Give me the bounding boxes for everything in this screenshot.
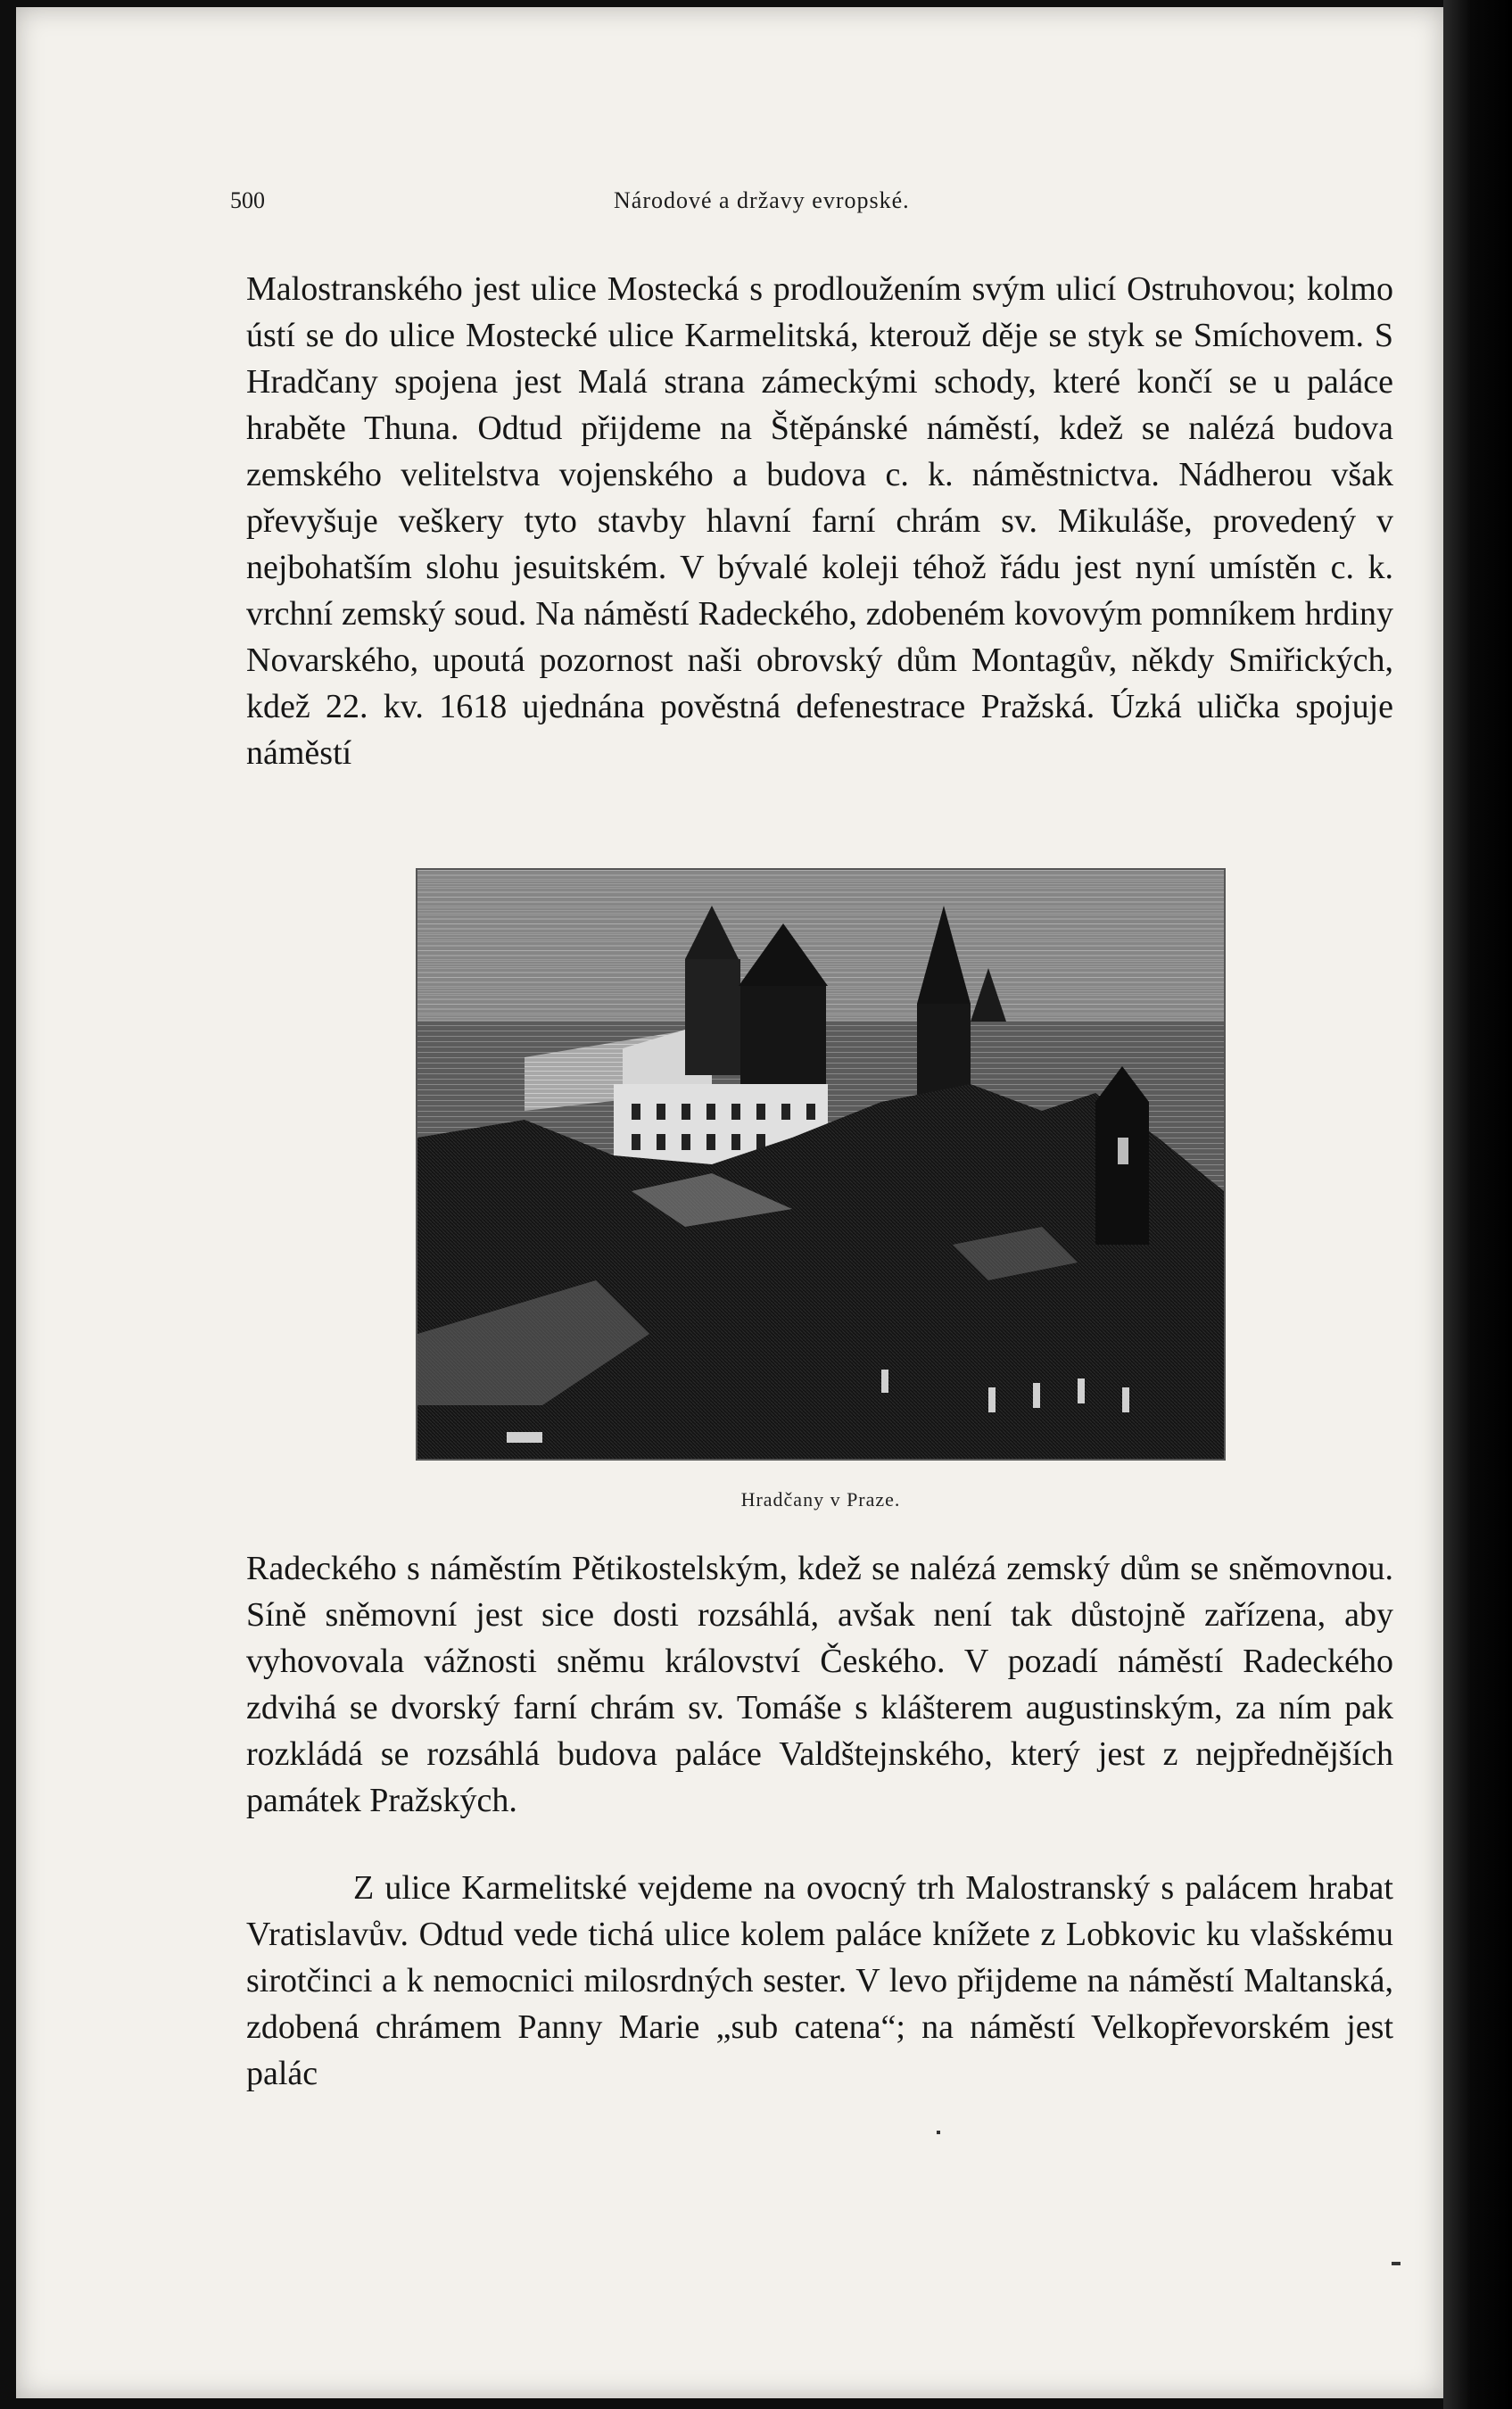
engraving-illustration: [417, 870, 1224, 1459]
page-header: [230, 187, 1390, 223]
paragraph-2: Radeckého s náměstím Pětikostelským, kdež se nalézá zemský dům se sněmovnou. Síně sněmovní jest sice dosti rozsáhlá, avšak není tak důstojně zařízena, aby vyhovovala vážnosti sněmu království Českého. V pozadí náměstí Radeckého zdvihá se dvorský farní chrám sv. Tomáše s klášterem augustinským, za ním pak rozkládá se rozsáhlá budova paláce Valdštejnského, který jest z nejpřednějších památek Pražských.: [246, 1550, 1393, 1819]
print-speck: [937, 2131, 940, 2134]
figure-caption: Hradčany v Praze.: [740, 1488, 901, 1511]
print-speck: [1392, 2262, 1400, 2265]
hradcany-engraving: [417, 870, 1224, 1459]
running-title: Národové a državy evropské.: [614, 187, 910, 213]
paragraph-3: Z ulice Karmelitské vejdeme na ovocný trh Malostranský s palácem hrabat Vratislavův. Odtud vede tichá ulice kolem paláce knížete z Lobkovic ku vlašskému sirotčinci a k nemocnici milosrdných sester. V levo přijdeme na náměstí Maltanská, zdobená chrámem Panny Marie „sub catena“; na náměstí Velkopřevorském jest palác: [246, 1869, 1393, 2092]
paragraph-1: Malostranského jest ulice Mostecká s prodloužením svým ulicí Ostruhovou; kolmo ústí se do ulice Mostecké ulice Karmelitská, kterouž děje se styk se Smíchovem. S Hradčany spojena jest Malá strana zámeckými schody, které končí se u paláce hraběte Thuna. Odtud přijdeme na Štěpánské náměstí, kdež se nalézá budova zemského velitelstva vojenského a budova c. k. náměstnictva. Nádherou však převyšuje veškery tyto stavby hlavní farní chrám sv. Mikuláše, provedený v nejbohatším slohu jesuitském. V bývalé koleji téhož řádu jest nyní umístěn c. k. vrchní zemský soud. Na náměstí Radeckého, zdobeném kovovým pomníkem hrdiny Novarského, upoutá pozornost naši obrovský dům Montagův, někdy Smiřických, kdež 22. kv. 1618 ujednána pověstná defenestrace Pražská. Úzká ulička spojuje náměstí: [246, 270, 1393, 772]
page-number: 500: [230, 187, 265, 213]
page-edge-shadow: [1443, 0, 1512, 2409]
